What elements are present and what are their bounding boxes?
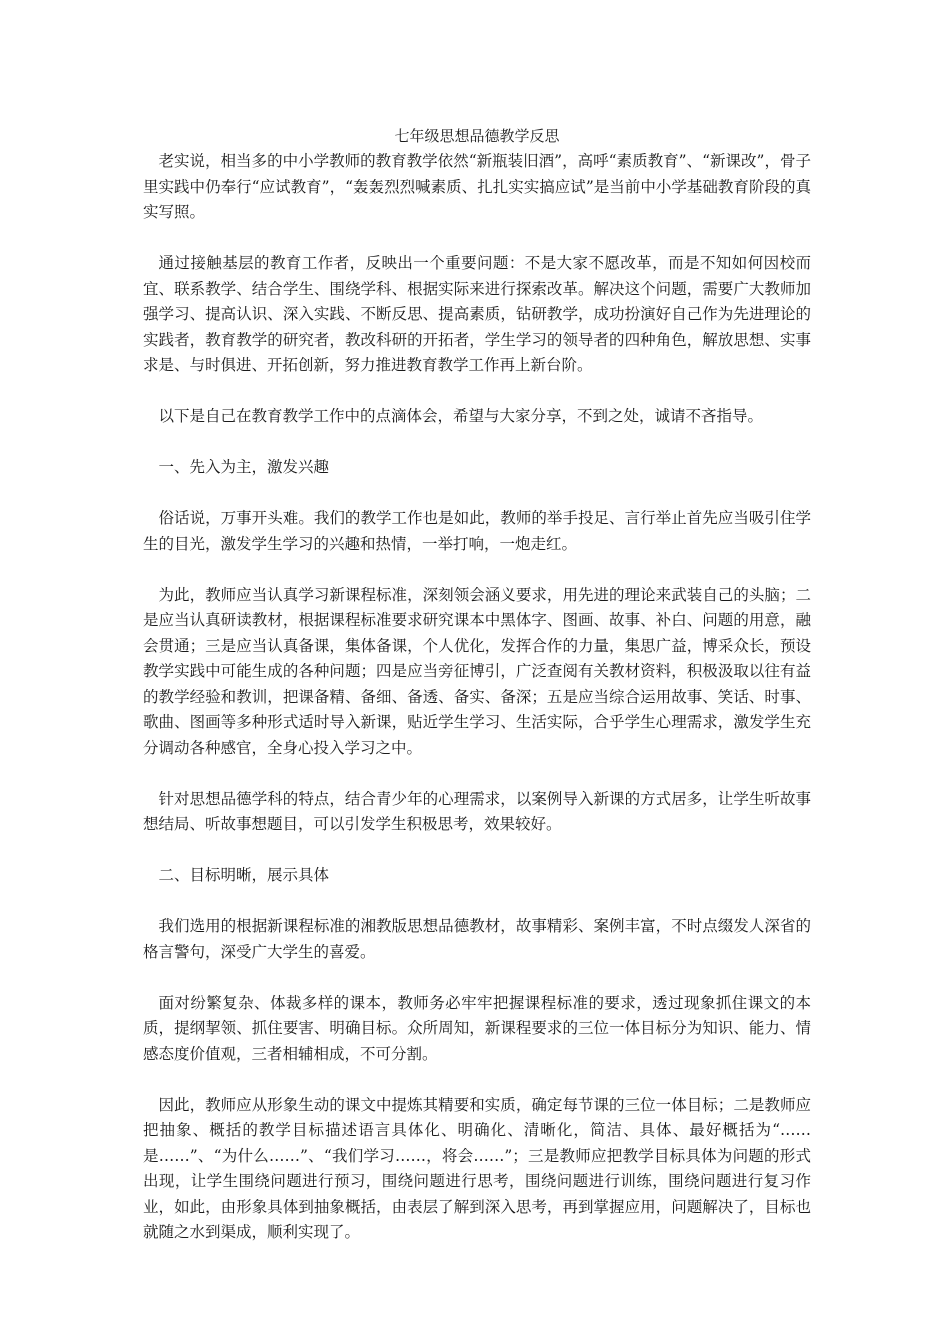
paragraph-problem: 通过接触基层的教育工作者，反映出一个重要问题：不是大家不愿改革，而是不知如何因校而宜、联系教学、结合学生、围绕学科、根据实际来进行探索改革。解决这个问题，需要广大教师加强学习、提高认识、深入实践、不断反思、提高素质，钻研教学，成功扮演好自己作为先进理论的实践者，教育教学的研究者，教改科研的开拓者，学生学习的领导者的四种角色，解放思想、实事求是、与时俱进、开拓创新，努力推进教育教学工作再上新台阶。 bbox=[143, 254, 811, 374]
paragraph-gap bbox=[143, 761, 811, 787]
paragraph-section2-a: 我们选用的根据新课程标准的湘教版思想品德教材，故事精彩、案例丰富，不时点缀发人深省的格言警句，深受广大学生的喜爱。 bbox=[143, 917, 811, 961]
paragraph-gap bbox=[143, 889, 811, 915]
paragraph-gap bbox=[143, 430, 811, 456]
paragraph-sharing: 以下是自己在教育教学工作中的点滴体会，希望与大家分享，不到之处，诚请不吝指导。 bbox=[158, 407, 764, 425]
document-page bbox=[143, 124, 811, 1246]
paragraph-gap bbox=[143, 379, 811, 405]
paragraph-gap bbox=[143, 965, 811, 991]
paragraph-section2-c: 因此，教师应从形象生动的课文中提炼其精要和实质，确定每节课的三位一体目标；二是教师应把抽象、概括的教学目标描述语言具体化、明确化、清晰化，简洁、具体、最好概括为“……是……”、“为什么……”、“我们学习……，将会……”；三是教师应把教学目标具体为问题的形式出现，让学生围绕问题进行预习，围绕问题进行思考，围绕问题进行训练，围绕问题进行复习作业，如此，由形象具体到抽象概括，由表层了解到深入思考，再到掌握应用，问题解决了，目标也就随之水到渠成，顺利实现了。 bbox=[143, 1095, 811, 1241]
document-title: 七年级思想品德教学反思 bbox=[394, 127, 560, 145]
paragraph-section1-a: 俗话说，万事开头难。我们的教学工作也是如此，教师的举手投足、言行举止首先应当吸引住学生的目光，激发学生学习的兴趣和热情，一举打响，一炮走红。 bbox=[143, 509, 811, 553]
paragraph-section1-b: 为此，教师应当认真学习新课程标准，深刻领会涵义要求，用先进的理论来武装自己的头脑；二是应当认真研读教材，根据课程标准要求研究课本中黑体字、图画、故事、补白、问题的用意，融会贯通；三是应当认真备课，集体备课，个人优化，发挥合作的力量，集思广益，博采众长，预设教学实践中可能生成的各种问题；四是应当旁征博引，广泛查阅有关教材资料，积极汲取以往有益的教学经验和教训，把课备精、备细、备透、备实、备深；五是应当综合运用故事、笑话、时事、歌曲、图画等多种形式适时导入新课，贴近学生学习、生活实际，合乎学生心理需求，激发学生充分调动各种感官，全身心投入学习之中。 bbox=[143, 585, 811, 757]
section-heading-1: 一、先入为主，激发兴趣 bbox=[158, 458, 330, 476]
paragraph-gap bbox=[143, 838, 811, 864]
paragraph-gap bbox=[143, 481, 811, 507]
paragraph-gap bbox=[143, 226, 811, 252]
paragraph-gap bbox=[143, 557, 811, 583]
section-heading-2: 二、目标明晰，展示具体 bbox=[158, 866, 330, 884]
paragraph-section1-c: 针对思想品德学科的特点，结合青少年的心理需求，以案例导入新课的方式居多，让学生听故事想结局、听故事想题目，可以引发学生积极思考，效果较好。 bbox=[143, 789, 811, 833]
paragraph-gap bbox=[143, 1067, 811, 1093]
paragraph-intro: 老实说，相当多的中小学教师的教育教学依然“新瓶装旧酒”，高呼“素质教育”、“新课改”，骨子里实践中仍奉行“应试教育”，“轰轰烈烈喊素质、扎扎实实搞应试”是当前中小学基础教育阶段的真实写照。 bbox=[143, 152, 811, 221]
paragraph-section2-b: 面对纷繁复杂、体裁多样的课本，教师务必牢牢把握课程标准的要求，透过现象抓住课文的本质，提纲挈领、抓住要害、明确目标。众所周知，新课程要求的三位一体目标分为知识、能力、情感态度价值观，三者相辅相成，不可分割。 bbox=[143, 993, 811, 1063]
